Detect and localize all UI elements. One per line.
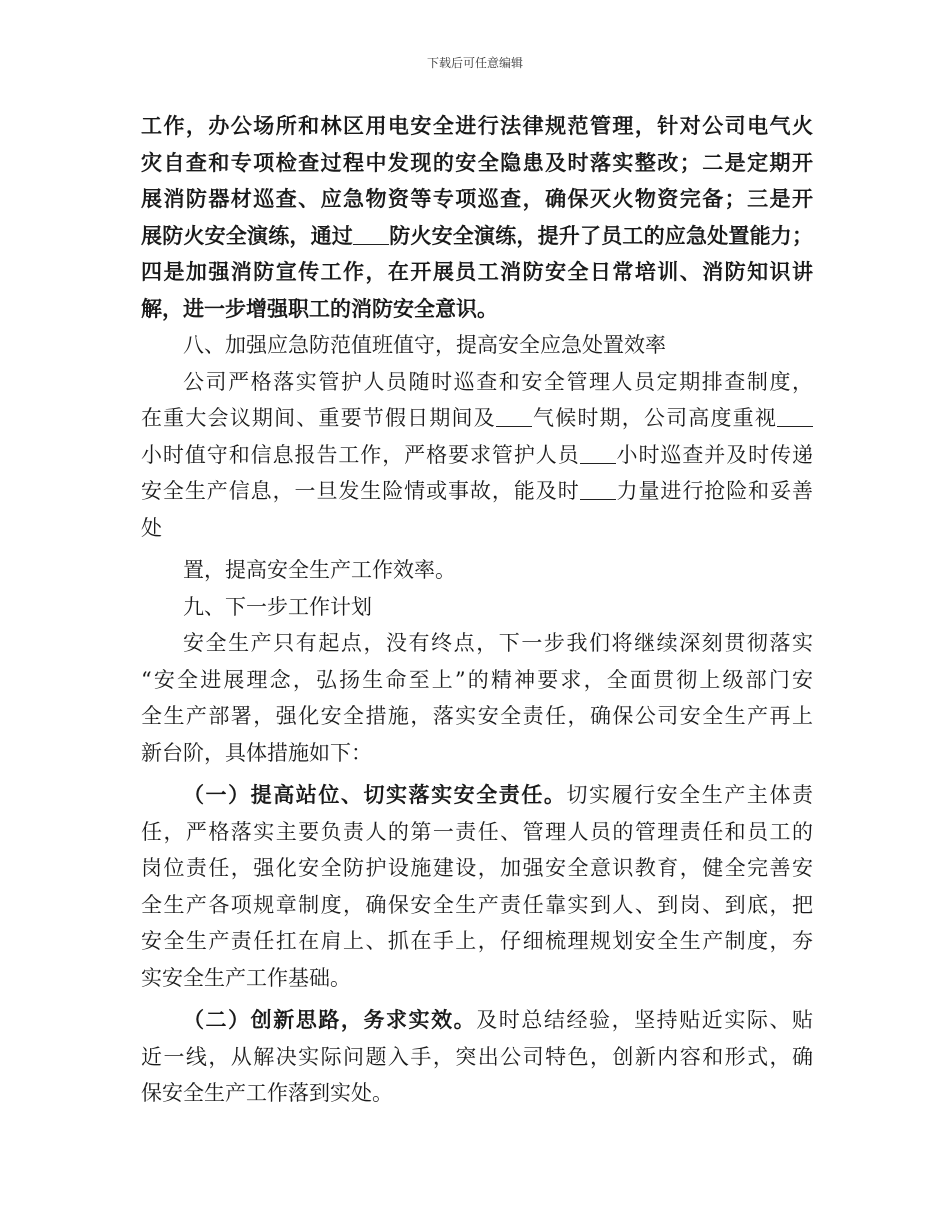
text-line	[141, 218, 813, 255]
text-segment: 及时总结经验，坚持贴近实际、贴	[476, 1008, 813, 1032]
text-line	[141, 777, 813, 814]
text-line: 安全生产责任扛在肩上、抓在手上，仔细梳理规划安全生产制度，夯	[141, 929, 813, 953]
text-segment: 在重大会议期间、重要节假日期间及	[141, 406, 496, 430]
text-line: 展消防器材巡查、应急物资等专项巡查，确保灭火物资完备；三是开	[141, 186, 813, 211]
text-line	[141, 400, 813, 437]
paragraph-plan	[141, 625, 813, 771]
bold-lead: （一）提高站位、切实落实安全责任。	[183, 782, 567, 807]
paragraph-measure-1	[141, 777, 813, 996]
section-heading-8: 八、加强应急防范值班值守，提高安全应急处置效率	[183, 333, 666, 357]
blank-underline	[496, 405, 532, 427]
text-line: “安全进展理念，弘扬生命至上”的精神要求，全面贯彻上级部门安	[141, 667, 813, 692]
text-line: 保安全生产工作落到实处。	[141, 1081, 393, 1105]
text-line: 工作，办公场所和林区用电安全进行法律规范管理，针对公司电气火	[141, 113, 813, 138]
blank-underline	[777, 405, 813, 427]
paragraph-duty	[141, 364, 813, 589]
page-header: 下载后可任意编辑	[426, 56, 523, 70]
document-body	[141, 108, 813, 1112]
text-line: 解，进一步增强职工的消防安全意识。	[141, 295, 498, 321]
paragraph-fire-safety	[141, 108, 813, 327]
text-line: 近一线，从解决实际问题入手，突出公司特色，创新内容和形式，确	[141, 1044, 813, 1069]
text-segment: 防火安全演练，提升了员工的应急处置能力；	[389, 222, 813, 248]
text-line	[141, 1002, 813, 1039]
text-segment: 小时值守和信息报告工作，严格要求管护人员	[141, 442, 580, 467]
bold-lead: （二）创新思路，务求实效。	[183, 1007, 477, 1032]
section-heading-9: 九、下一步工作计划	[183, 594, 372, 619]
text-segment: 力量进行抢险和妥善	[615, 479, 813, 503]
blank-underline	[580, 442, 616, 464]
text-line: 全生产部署，强化安全措施，落实安全责任，确保公司安全生产再上	[141, 704, 813, 728]
text-segment: 切实履行安全生产主体责	[566, 783, 813, 807]
text-segment: 安全生产信息，一旦发生险情或事故，能及时	[141, 479, 580, 503]
text-line: 公司严格落实管护人员随时巡查和安全管理人员定期排查制度，	[183, 369, 813, 394]
text-segment: 小时巡查并及时传递	[615, 442, 813, 467]
text-line: 岗位责任，强化安全防护设施建设，加强安全意识教育，健全完善安	[141, 856, 813, 880]
text-line: 安全生产只有起点，没有终点，下一步我们将继续深刻贯彻落实	[183, 631, 813, 655]
text-line	[141, 437, 813, 474]
text-line	[141, 473, 813, 510]
text-line: 置，提高安全生产工作效率。	[183, 558, 456, 582]
text-line: 全生产各项规章制度，确保安全生产责任靠实到人、到岗、到底，把	[141, 892, 813, 917]
text-line: 处	[141, 515, 162, 540]
text-segment: 展防火安全演练，通过	[141, 222, 353, 248]
text-line: 四是加强消防宣传工作，在开展员工消防安全日常培训、消防知识讲	[141, 259, 813, 284]
paragraph-measure-2	[141, 1002, 813, 1112]
text-segment: 气候时期，公司高度重视	[531, 406, 778, 430]
text-line: 灾自查和专项检查过程中发现的安全隐患及时落实整改；二是定期开	[141, 149, 813, 175]
blank-underline	[353, 223, 389, 245]
blank-underline	[580, 478, 616, 500]
text-line: 实安全生产工作基础。	[141, 965, 351, 990]
text-line: 任，严格落实主要负责人的第一责任、管理人员的管理责任和员工的	[141, 819, 813, 844]
text-line: 新台阶，具体措施如下：	[141, 740, 372, 765]
